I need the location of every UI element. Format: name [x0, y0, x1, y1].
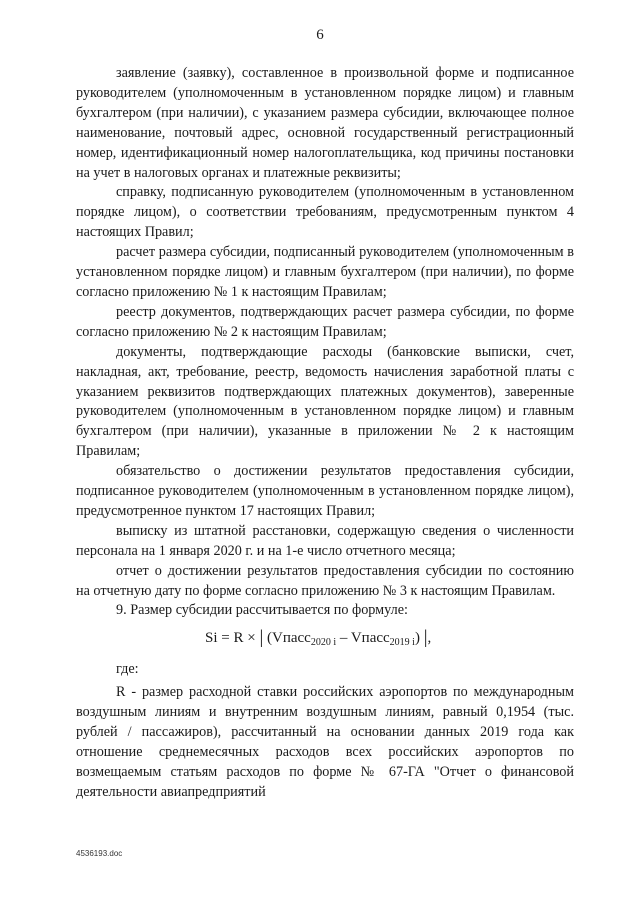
formula-open: (Vпасс: [267, 630, 311, 647]
formula-abs-right: |: [423, 627, 428, 649]
formula-tail: ,: [427, 630, 432, 647]
formula-sub-2020: 2020 i: [310, 637, 337, 649]
formula-sub-2019: 2019 i: [389, 637, 415, 649]
paragraph-definition-r: R - размер расходной ставки российских аэропортов по международным воздушным линиям и внутренним воздушным линиям, равный 0,1954 (тыс. рублей / пассажиров), рассчитанный на основании данных 2019 года как отношение среднемесячных расходов всех российских аэропортов по возмещаемым статьям расходов по форме № 67-ГА "Отчет о финансовой деятельности авиапредприятий: [76, 684, 574, 800]
paragraph-staff-extract: выписку из штатной расстановки, содержащую сведения о численности персонала на 1 января 2020 г. и на 1-е число отчетного месяца;: [76, 522, 574, 559]
document-body: [76, 64, 574, 803]
paragraph-application: заявление (заявку), составленное в произвольной форме и подписанное руководителем (уполномоченным в установленном порядке лицом) и главным бухгалтером (при наличии), с указанием размера субсидии, включающее полное наименование, почтовый адрес, основной государственный регистрационный номер, идентификационный номер налогоплательщика, код причины постановки на учет в налоговых органах и платежные реквизиты;: [76, 65, 574, 181]
formula-abs-left: |: [259, 627, 264, 649]
formula-minus: – Vпасс: [339, 630, 390, 647]
formula-close: ): [414, 630, 420, 647]
paragraph-obligation: обязательство о достижении результатов предоставления субсидии, подписанное руководителем (уполномоченным в установленном порядке лицом), предусмотренное пунктом 17 настоящих Правил;: [76, 463, 574, 519]
file-name-footer: 4536193.doc: [76, 849, 123, 858]
formula-lhs: Si = R ×: [205, 630, 256, 647]
paragraph-item-9: 9. Размер субсидии рассчитывается по формуле:: [116, 602, 408, 619]
paragraph-where: где:: [116, 661, 139, 678]
paragraph-expense-documents: документы, подтверждающие расходы (банковские выписки, счет, накладная, акт, требование, реестр, ведомость начисления заработной платы с указанием реквизитов подтверждающих платежных документов), заверенные руководителем (уполномоченным в установленном порядке лицом) и главным бухгалтером (при наличии), указанные в приложении № 2 к настоящим Правилам;: [76, 343, 574, 460]
paragraph-report: отчет о достижении результатов предоставления субсидии по состоянию на отчетную дату по форме согласно приложению № 3 к настоящим Правилам.: [76, 562, 574, 599]
subsidy-formula: [76, 625, 574, 650]
page-number: 6: [316, 27, 324, 43]
paragraph-calculation: расчет размера субсидии, подписанный руководителем (уполномоченным в установленном порядке лицом) и главным бухгалтером (при наличии), по форме согласно приложению № 1 к настоящим Правилам;: [76, 244, 574, 300]
paragraph-registry: реестр документов, подтверждающих расчет размера субсидии, по форме согласно приложению № 2 к настоящим Правилам;: [76, 303, 574, 340]
paragraph-certificate: справку, подписанную руководителем (уполномоченным в установленном порядке лицом), о соответствии требованиям, предусмотренным пунктом 4 настоящих Правил;: [76, 184, 574, 241]
